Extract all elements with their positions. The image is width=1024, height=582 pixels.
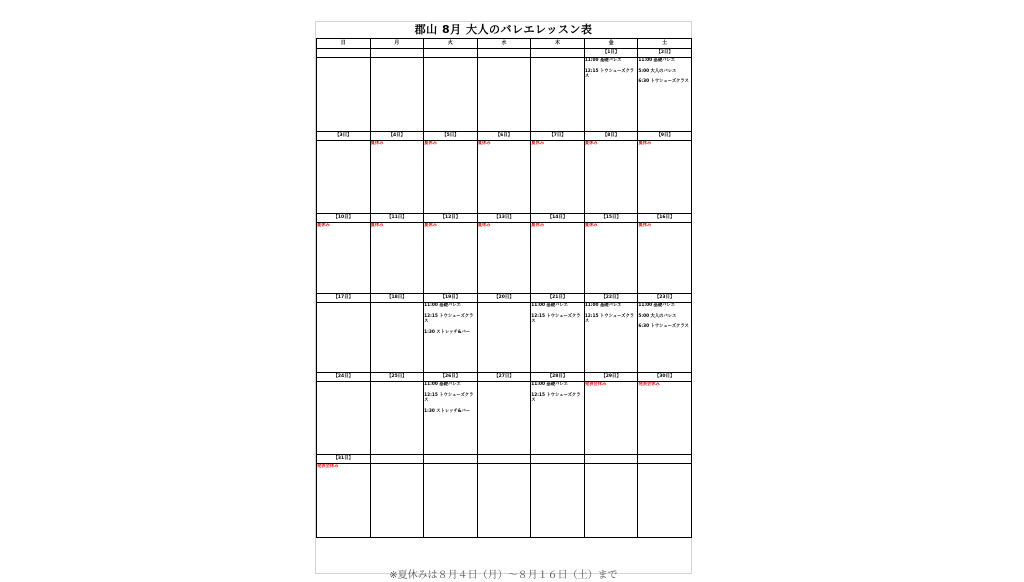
date-row bbox=[317, 132, 692, 141]
day-cell bbox=[584, 141, 638, 214]
date-label: 【27日】 bbox=[477, 373, 531, 382]
date-label: 【14日】 bbox=[531, 214, 585, 223]
day-cell bbox=[477, 303, 531, 373]
lesson-entry: 11:00 基礎バレエ bbox=[531, 382, 568, 387]
holiday-note: 夏休み bbox=[584, 223, 598, 228]
holiday-note: 夏休み bbox=[638, 223, 652, 228]
weekday-header-row bbox=[317, 39, 692, 49]
date-label: 【18日】 bbox=[370, 294, 424, 303]
date-label: 【31日】 bbox=[317, 455, 371, 464]
day-cell bbox=[584, 464, 638, 538]
weekday-sat: 土 bbox=[638, 39, 692, 49]
day-cell bbox=[317, 223, 371, 294]
day-cell bbox=[424, 464, 478, 538]
date-label: 【2日】 bbox=[638, 49, 692, 58]
day-cell bbox=[638, 58, 692, 132]
day-cell bbox=[477, 464, 531, 538]
lesson-entry: 11:00 基礎バレエ bbox=[584, 303, 622, 308]
day-cell bbox=[584, 58, 638, 132]
date-label bbox=[424, 49, 478, 58]
lesson-entry: 12:15 トウシューズクラス bbox=[424, 392, 474, 404]
day-cell bbox=[424, 58, 478, 132]
holiday-note: 夏休み bbox=[317, 223, 330, 228]
day-cell bbox=[370, 58, 424, 132]
day-cell bbox=[317, 303, 371, 373]
holiday-note: 夏休み bbox=[477, 141, 491, 146]
date-label: 【28日】 bbox=[531, 373, 585, 382]
day-cell bbox=[370, 223, 424, 294]
week-row bbox=[317, 382, 692, 455]
day-cell bbox=[370, 464, 424, 538]
weekday-sun: 日 bbox=[317, 39, 371, 49]
lesson-entry: 11:00 基礎バレエ bbox=[584, 58, 622, 63]
lesson-entry: 1:30 ストレッチ&バー bbox=[424, 408, 471, 414]
date-label: 【20日】 bbox=[477, 294, 531, 303]
lesson-entry: 12:15 トウシューズクラス bbox=[531, 392, 581, 404]
date-label bbox=[317, 49, 371, 58]
date-row bbox=[317, 214, 692, 223]
day-cell bbox=[638, 464, 692, 538]
lesson-entry: 11:00 基礎バレエ bbox=[424, 382, 461, 387]
holiday-note: 夏休み bbox=[638, 141, 652, 146]
date-label: 【15日】 bbox=[584, 214, 638, 223]
day-cell bbox=[317, 141, 371, 214]
day-cell bbox=[638, 303, 692, 373]
date-label: 【8日】 bbox=[584, 132, 638, 141]
weekday-fri: 金 bbox=[584, 39, 638, 49]
day-cell bbox=[370, 141, 424, 214]
lesson-entry: 5:00 大人のバレエ bbox=[638, 68, 677, 74]
date-label bbox=[370, 455, 424, 464]
holiday-note: 夏休み bbox=[424, 141, 438, 146]
day-cell bbox=[317, 464, 371, 538]
lesson-entry: 12:15 トウシューズクラス bbox=[584, 313, 635, 325]
lesson-entry: 6:30 トウシューズクラス bbox=[638, 324, 689, 330]
lesson-entry: 11:00 基礎バレエ bbox=[638, 303, 676, 308]
date-label: 【6日】 bbox=[477, 132, 531, 141]
weekday-thu: 木 bbox=[531, 39, 585, 49]
holiday-note: 夏休み bbox=[584, 141, 598, 146]
week-row bbox=[317, 223, 692, 294]
weekday-wed: 水 bbox=[477, 39, 531, 49]
date-label: 【5日】 bbox=[424, 132, 478, 141]
date-label: 【24日】 bbox=[317, 373, 371, 382]
date-label bbox=[638, 455, 692, 464]
date-row bbox=[317, 49, 692, 58]
weekday-mon: 月 bbox=[370, 39, 424, 49]
date-label: 【22日】 bbox=[584, 294, 638, 303]
holiday-note: 夏休み bbox=[370, 223, 384, 228]
lesson-entry: 11:00 基礎バレエ bbox=[638, 58, 676, 63]
holiday-note: 夏休み bbox=[424, 223, 438, 228]
day-cell bbox=[370, 382, 424, 455]
holiday-note: 夏休み bbox=[370, 141, 384, 146]
holiday-note: 発表会休み bbox=[584, 382, 607, 387]
lesson-entry: 11:00 基礎バレエ bbox=[424, 303, 461, 308]
schedule-sheet bbox=[315, 21, 692, 581]
page-title: 郡山 8月 大人のバレエレッスン表 bbox=[414, 23, 593, 36]
day-cell bbox=[317, 58, 371, 132]
calendar-table bbox=[316, 38, 692, 538]
day-cell bbox=[584, 382, 638, 455]
date-label: 【1日】 bbox=[584, 49, 638, 58]
week-row bbox=[317, 464, 692, 538]
day-cell bbox=[370, 303, 424, 373]
week-row bbox=[317, 303, 692, 373]
date-label bbox=[370, 49, 424, 58]
calendar-body bbox=[317, 49, 692, 538]
date-label: 【7日】 bbox=[531, 132, 585, 141]
day-cell bbox=[531, 58, 585, 132]
date-label: 【30日】 bbox=[638, 373, 692, 382]
date-label: 【10日】 bbox=[317, 214, 371, 223]
day-cell bbox=[531, 382, 585, 455]
date-label: 【25日】 bbox=[370, 373, 424, 382]
date-row bbox=[317, 455, 692, 464]
date-label: 【23日】 bbox=[638, 294, 692, 303]
date-label: 【21日】 bbox=[531, 294, 585, 303]
week-row bbox=[317, 141, 692, 214]
date-label: 【17日】 bbox=[317, 294, 371, 303]
date-label bbox=[531, 49, 585, 58]
date-label: 【29日】 bbox=[584, 373, 638, 382]
day-cell bbox=[424, 303, 478, 373]
day-cell bbox=[424, 223, 478, 294]
day-cell bbox=[584, 223, 638, 294]
date-row bbox=[317, 373, 692, 382]
day-cell bbox=[531, 223, 585, 294]
day-cell bbox=[424, 382, 478, 455]
date-label: 【26日】 bbox=[424, 373, 478, 382]
holiday-note: 夏休み bbox=[531, 223, 545, 228]
date-row bbox=[317, 294, 692, 303]
day-cell bbox=[638, 223, 692, 294]
day-cell bbox=[477, 58, 531, 132]
holiday-note: 発表会休み bbox=[317, 464, 339, 469]
day-cell bbox=[638, 141, 692, 214]
date-label: 【16日】 bbox=[638, 214, 692, 223]
lesson-entry: 1:30 ストレッチ&バー bbox=[424, 329, 471, 335]
date-label: 【9日】 bbox=[638, 132, 692, 141]
day-cell bbox=[424, 141, 478, 214]
day-cell bbox=[477, 382, 531, 455]
date-label: 【19日】 bbox=[424, 294, 478, 303]
date-label: 【12日】 bbox=[424, 214, 478, 223]
date-label: 【3日】 bbox=[317, 132, 371, 141]
day-cell bbox=[638, 382, 692, 455]
holiday-note: 発表会休み bbox=[638, 382, 660, 387]
lesson-entry: 12:15 トウシューズクラス bbox=[424, 313, 474, 325]
day-cell bbox=[584, 303, 638, 373]
date-label: 【4日】 bbox=[370, 132, 424, 141]
lesson-entry: 12:15 トウシューズクラス bbox=[531, 313, 581, 325]
date-label: 【11日】 bbox=[370, 214, 424, 223]
footer-note: ※夏休みは８月４日（月）～８月１６日（土）まで bbox=[389, 570, 618, 581]
lesson-entry: 12:15 トウシューズクラス bbox=[584, 68, 635, 80]
holiday-note: 夏休み bbox=[477, 223, 491, 228]
lesson-entry: 11:00 基礎バレエ bbox=[531, 303, 568, 308]
date-label bbox=[477, 455, 531, 464]
date-label bbox=[424, 455, 478, 464]
weekday-tue: 火 bbox=[424, 39, 478, 49]
day-cell bbox=[531, 303, 585, 373]
day-cell bbox=[477, 141, 531, 214]
lesson-entry: 6:30 トウシューズクラス bbox=[638, 79, 689, 85]
day-cell bbox=[531, 141, 585, 214]
holiday-note: 夏休み bbox=[531, 141, 545, 146]
day-cell bbox=[317, 382, 371, 455]
day-cell bbox=[531, 464, 585, 538]
week-row bbox=[317, 58, 692, 132]
lesson-entry: 5:00 大人のバレエ bbox=[638, 313, 677, 319]
day-cell bbox=[477, 223, 531, 294]
date-label bbox=[584, 455, 638, 464]
date-label bbox=[531, 455, 585, 464]
date-label: 【13日】 bbox=[477, 214, 531, 223]
date-label bbox=[477, 49, 531, 58]
